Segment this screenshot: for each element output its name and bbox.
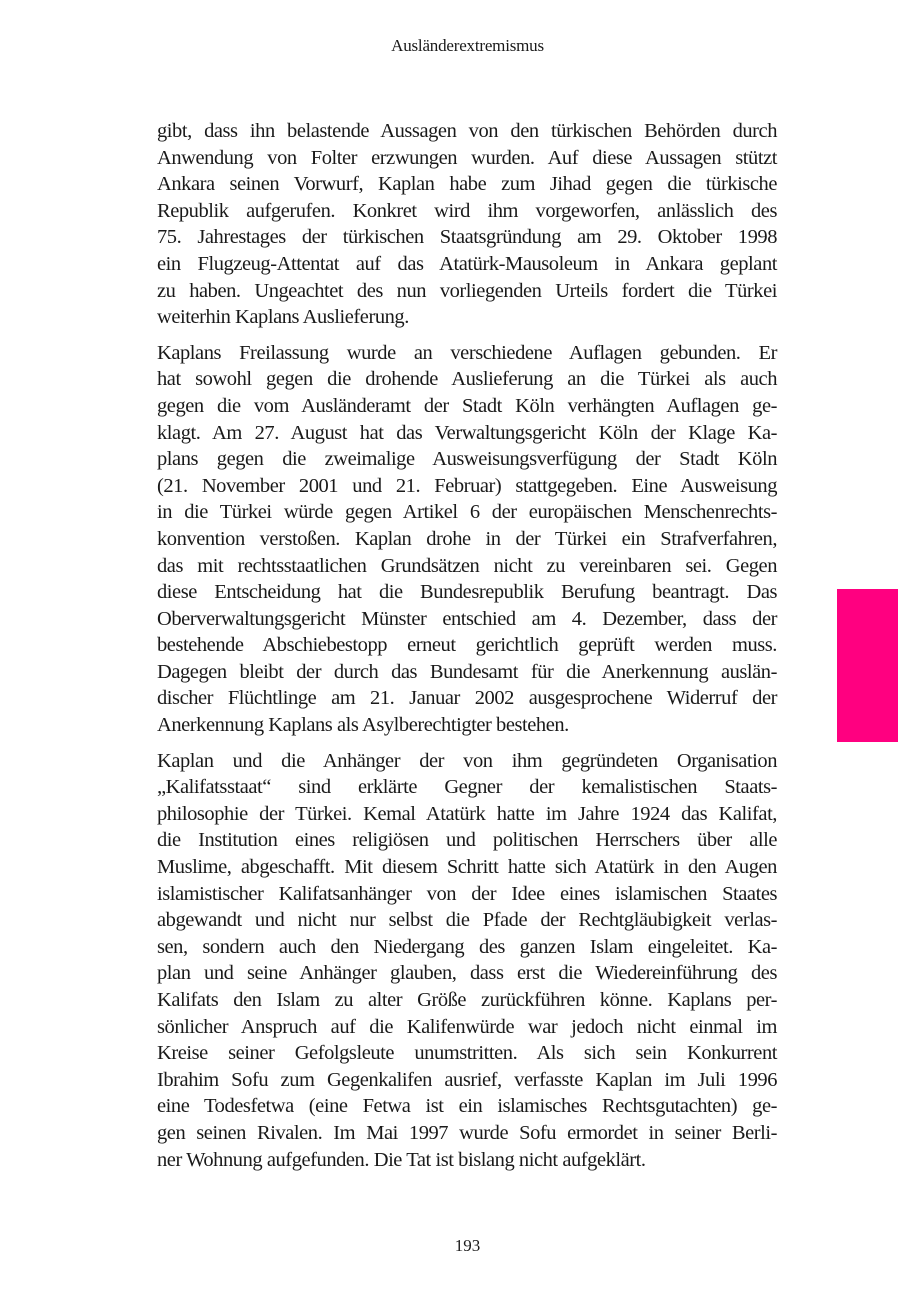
text-line: Dagegen bleibt der durch das Bundesamt für die Anerkennung auslän- <box>157 660 777 683</box>
chapter-thumb-tab <box>837 589 898 742</box>
text-line: Kaplan und die Anhänger der von ihm gegründeten Organisation <box>157 749 777 772</box>
text-line: Muslime, abgeschafft. Mit diesem Schritt hatte sich Atatürk in den Augen <box>157 856 777 879</box>
text-line: philosophie der Türkei. Kemal Atatürk hatte im Jahre 1924 das Kalifat, <box>157 802 777 825</box>
text-line: gibt, dass ihn belastende Aussagen von den türkischen Behörden durch <box>157 120 777 142</box>
text-line: Anerkennung Kaplans als Asylberechtigter bestehen. <box>157 714 569 737</box>
paragraph-3 <box>157 748 777 1174</box>
text-line: Oberverwaltungsgericht Münster entschied am 4. Dezember, dass der <box>157 607 777 630</box>
text-line: Anwendung von Folter erzwungen wurden. Auf diese Aussagen stützt <box>157 146 777 169</box>
page-number: 193 <box>454 1236 481 1255</box>
text-line: diese Entscheidung hat die Bundesrepublik Berufung beantragt. Das <box>157 581 777 604</box>
text-line: weiterhin Kaplans Auslieferung. <box>157 306 409 329</box>
text-line: Kreise seiner Gefolgsleute unumstritten. Als sich sein Konkurrent <box>157 1042 777 1065</box>
text-line: Kalifats den Islam zu alter Größe zurückführen könne. Kaplans per- <box>157 989 777 1011</box>
text-line: abgewandt und nicht nur selbst die Pfade der Rechtgläubigkeit verlas- <box>157 909 777 932</box>
text-line: sönlicher Anspruch auf die Kalifenwürde war jedoch nicht einmal im <box>157 1015 777 1038</box>
running-head-title: Ausländerextremismus <box>391 36 544 55</box>
text-line: eine Todesfetwa (eine Fetwa ist ein islamisches Rechtsgutachten) ge- <box>157 1095 777 1118</box>
text-line: discher Flüchtlinge am 21. Januar 2002 ausgesprochene Widerruf der <box>157 687 777 710</box>
text-line: plans gegen die zweimalige Ausweisungsverfügung der Stadt Köln <box>157 448 777 471</box>
text-line: gen seinen Rivalen. Im Mai 1997 wurde Sofu ermordet in seiner Berli- <box>157 1121 777 1144</box>
text-line: in die Türkei würde gegen Artikel 6 der europäischen Menschenrechts- <box>157 501 777 524</box>
text-line: gegen die vom Ausländeramt der Stadt Köln verhängten Auflagen ge- <box>157 394 777 417</box>
text-line: ner Wohnung aufgefunden. Die Tat ist bislang nicht aufgeklärt. <box>157 1148 646 1171</box>
paragraph-2 <box>157 340 777 739</box>
text-line: das mit rechtsstaatlichen Grundsätzen nicht zu vereinbaren sei. Gegen <box>157 554 777 577</box>
text-line: konvention verstoßen. Kaplan drohe in der Türkei ein Strafverfahren, <box>157 527 777 550</box>
text-line: „Kalifatsstaat“ sind erklärte Gegner der kemalistischen Staats- <box>157 776 777 799</box>
text-line: Ibrahim Sofu zum Gegenkalifen ausrief, verfasste Kaplan im Juli 1996 <box>157 1068 777 1091</box>
text-line: bestehende Abschiebestopp erneut gerichtlich geprüft werden muss. <box>157 634 777 657</box>
body-text <box>157 118 777 1182</box>
text-line: 75. Jahrestages der türkischen Staatsgründung am 29. Oktober 1998 <box>157 226 777 249</box>
text-line: Republik aufgerufen. Konkret wird ihm vorgeworfen, anlässlich des <box>157 199 777 222</box>
text-line: islamistischer Kalifatsanhänger von der Idee eines islamischen Staates <box>157 882 777 905</box>
text-line: (21. November 2001 und 21. Februar) stattgegeben. Eine Ausweisung <box>157 474 777 497</box>
text-line: ein Flugzeug-Attentat auf das Atatürk-Mausoleum in Ankara geplant <box>157 252 777 275</box>
text-line: hat sowohl gegen die drohende Auslieferung an die Türkei als auch <box>157 368 777 391</box>
text-line: sen, sondern auch den Niedergang des ganzen Islam eingeleitet. Ka- <box>157 935 777 958</box>
text-line: Ankara seinen Vorwurf, Kaplan habe zum Jihad gegen die türkische <box>157 173 777 196</box>
text-line: Kaplans Freilassung wurde an verschiedene Auflagen gebunden. Er <box>157 341 777 364</box>
text-line: zu haben. Ungeachtet des nun vorliegenden Urteils fordert die Türkei <box>157 279 777 302</box>
text-line: klagt. Am 27. August hat das Verwaltungsgericht Köln der Klage Ka- <box>157 421 777 444</box>
paragraph-1 <box>157 118 777 331</box>
text-line: die Institution eines religiösen und politischen Herrschers über alle <box>157 829 777 852</box>
text-line: plan und seine Anhänger glauben, dass erst die Wiedereinführung des <box>157 962 777 985</box>
